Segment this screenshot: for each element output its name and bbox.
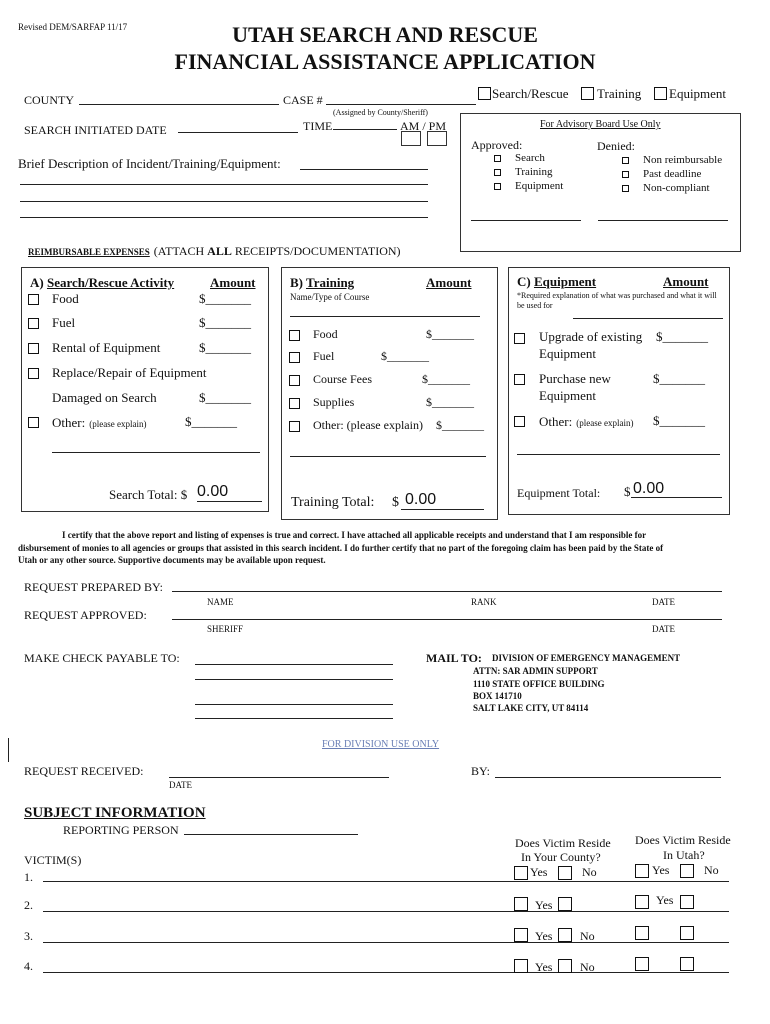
denied-label: Denied: (597, 139, 635, 153)
mail-to-label: MAIL TO: (426, 651, 482, 665)
victim-1-field[interactable] (43, 881, 729, 882)
am-box[interactable] (401, 131, 421, 146)
c-upgrade-label: Upgrade of existing (539, 329, 643, 344)
b-food-label: Food (313, 327, 338, 341)
c-other-amount[interactable]: $_______ (653, 413, 705, 428)
a-total-label: Search Total: $ (109, 487, 188, 502)
received-date-caption: DATE (169, 780, 192, 790)
a-other-checkbox[interactable] (28, 417, 39, 428)
search-rescue-option: Search/Rescue (492, 86, 569, 101)
a-fuel-label: Fuel (52, 315, 76, 330)
payable-line-4[interactable] (195, 718, 393, 719)
victim-4-utah-yes-checkbox[interactable] (635, 957, 649, 971)
search-date-label: SEARCH INITIATED DATE (24, 123, 167, 137)
county-field[interactable] (79, 104, 279, 105)
b-food-checkbox[interactable] (289, 330, 300, 341)
attach-suffix: RECEIPTS/DOCUMENTATION) (231, 244, 401, 258)
a-damaged-label: Damaged on Search (52, 390, 157, 405)
payable-label: MAKE CHECK PAYABLE TO: (24, 651, 180, 665)
victim-2-field[interactable] (43, 911, 729, 912)
search-date-field[interactable] (178, 132, 298, 133)
brief-line-3[interactable] (20, 217, 428, 218)
victim-2-utah-yes-checkbox[interactable] (635, 895, 649, 909)
victim-row-4-number: 4. (24, 959, 33, 973)
approved-field[interactable] (172, 619, 722, 620)
by-label: BY: (471, 764, 490, 778)
sheriff-caption: SHERIFF (207, 624, 244, 634)
c-other-checkbox[interactable] (514, 416, 525, 427)
revision-label: Revised DEM/SARFAP 11/17 (18, 22, 128, 32)
section-b-box (281, 267, 498, 520)
victim-3-utah-no-checkbox[interactable] (680, 926, 694, 940)
section-c-title: Equipment (533, 274, 597, 289)
mail-line4: BOX 141710 (473, 691, 522, 701)
pm-box[interactable] (427, 131, 447, 146)
c-total-value[interactable]: 0.00 (633, 480, 665, 497)
section-b-prefix: B) (290, 275, 303, 290)
brief-line-1[interactable] (20, 184, 428, 185)
a-food-label: Food (52, 291, 79, 306)
victim-2-county-yes-checkbox[interactable] (514, 897, 528, 911)
county-label: COUNTY (24, 93, 74, 107)
b-course-label: Name/Type of Course (290, 292, 370, 302)
approved-training: Training (515, 166, 553, 178)
by-field[interactable] (495, 777, 721, 778)
a-other-amount[interactable]: $_______ (185, 414, 237, 429)
approved-training-checkbox[interactable] (494, 169, 501, 176)
c-purchase-amount[interactable]: $_______ (653, 371, 705, 386)
victim-4-county-no-checkbox[interactable] (558, 959, 572, 973)
b-total-dollar: $ (392, 495, 399, 510)
a-other-label: Other: (52, 415, 86, 430)
b-total-value[interactable]: 0.00 (405, 491, 437, 508)
victim-3-utah-yes-checkbox[interactable] (635, 926, 649, 940)
section-c-prefix: C) (517, 274, 531, 289)
mail-line5: SALT LAKE CITY, UT 84114 (473, 703, 589, 713)
certify-line1: I certify that the above report and listing of expenses is true and correct. I have attached all applicable receipts and understand that I am responsible for (62, 530, 647, 540)
b-course-field[interactable] (290, 316, 480, 317)
victim-1-county-yes: Yes (530, 865, 548, 879)
certify-line3: Utah or any other source. Supportive documents may be available upon request. (18, 555, 326, 565)
victim-row-3-number: 3. (24, 929, 33, 943)
victim-2-utah-no-checkbox[interactable] (680, 895, 694, 909)
c-total-line (631, 497, 722, 498)
a-explain-line[interactable] (52, 452, 260, 453)
a-rental-amount[interactable]: $_______ (199, 340, 251, 355)
prepared-by-label: REQUEST PREPARED BY: (24, 580, 163, 594)
victim-1-county-no: No (582, 865, 597, 879)
county-question-2: In Your County? (521, 850, 601, 864)
c-purchase-label: Purchase new (539, 371, 611, 386)
a-total-line (197, 501, 262, 502)
b-fees-amount[interactable]: $_______ (422, 372, 470, 386)
section-b-heading (290, 275, 354, 291)
time-label: TIME (303, 119, 333, 133)
c-upgrade-amount[interactable]: $_______ (656, 329, 708, 344)
attach-prefix: (ATTACH (153, 244, 208, 258)
a-food-amount[interactable]: $_______ (199, 291, 251, 306)
training-checkbox[interactable] (581, 87, 594, 100)
victims-label: VICTIM(S) (24, 853, 82, 867)
b-food-amount[interactable]: $_______ (426, 327, 474, 341)
approved-equipment-checkbox[interactable] (494, 183, 501, 190)
c-other-note: (please explain) (576, 418, 634, 428)
approved-equipment: Equipment (515, 180, 564, 192)
victim-4-county-yes: Yes (535, 960, 553, 974)
denied-noncompliant-checkbox[interactable] (622, 185, 629, 192)
a-repair-label: Replace/Repair of Equipment (52, 365, 207, 380)
victim-3-county-yes: Yes (535, 929, 553, 943)
case-field[interactable] (326, 104, 476, 105)
c-total-label: Equipment Total: (517, 486, 601, 500)
a-other-note: (please explain) (89, 419, 147, 429)
b-fuel-label: Fuel (313, 349, 335, 363)
approved-label: Approved: (471, 138, 523, 152)
equipment-checkbox[interactable] (654, 87, 667, 100)
victim-3-field[interactable] (43, 942, 729, 943)
b-explain-line[interactable] (290, 456, 486, 457)
payable-line-1[interactable] (195, 664, 393, 665)
denied-noncompliant: Non-compliant (643, 182, 710, 194)
brief-line-0[interactable] (300, 169, 428, 170)
victim-3-county-yes-checkbox[interactable] (514, 928, 528, 942)
victim-3-county-no: No (580, 929, 595, 943)
ampm-label: AM / PM (400, 119, 447, 133)
victim-4-county-yes-checkbox[interactable] (514, 959, 528, 973)
a-food-checkbox[interactable] (28, 294, 39, 305)
section-a-prefix: A) (30, 275, 44, 290)
a-repair-checkbox[interactable] (28, 368, 39, 379)
prepared-date-caption: DATE (652, 597, 675, 607)
victim-1-utah-no-checkbox[interactable] (680, 864, 694, 878)
a-rental-label: Rental of Equipment (52, 340, 161, 355)
c-other (539, 413, 633, 431)
form-title-line1: UTAH SEARCH AND RESCUE (232, 22, 538, 47)
b-other-checkbox[interactable] (289, 421, 300, 432)
victim-1-county-yes-checkbox[interactable] (514, 866, 528, 880)
received-label: REQUEST RECEIVED: (24, 764, 144, 778)
mail-line3: 1110 STATE OFFICE BUILDING (473, 679, 605, 689)
b-supplies-checkbox[interactable] (289, 398, 300, 409)
reimbursable-heading (28, 242, 401, 260)
received-field[interactable] (169, 777, 389, 778)
a-other (52, 414, 146, 432)
subject-title: SUBJECT INFORMATION (24, 805, 206, 821)
b-fees-checkbox[interactable] (289, 375, 300, 386)
mail-line2: ATTN: SAR ADMIN SUPPORT (473, 666, 598, 676)
approved-signature-line[interactable] (471, 220, 581, 221)
mail-line1: DIVISION OF EMERGENCY MANAGEMENT (492, 653, 681, 663)
section-a-amount: Amount (210, 275, 256, 290)
b-total-line (401, 509, 484, 510)
approved-search: Search (515, 152, 545, 164)
c-explain-top-line[interactable] (573, 318, 723, 319)
c-other-label: Other: (539, 414, 573, 429)
payable-line-2[interactable] (195, 679, 393, 680)
c-upgrade-checkbox[interactable] (514, 333, 525, 344)
victim-2-utah-yes: Yes (656, 893, 674, 907)
brief-line-2[interactable] (20, 201, 428, 202)
reporting-field[interactable] (184, 834, 358, 835)
section-a-heading (30, 275, 174, 291)
a-total-value[interactable]: 0.00 (197, 483, 229, 500)
b-total-label: Training Total: (291, 495, 375, 510)
b-fees-label: Course Fees (313, 372, 372, 386)
advisory-title: For Advisory Board Use Only (540, 119, 661, 130)
a-fuel-amount[interactable]: $_______ (199, 315, 251, 330)
form-title-line2: FINANCIAL ASSISTANCE APPLICATION (174, 49, 596, 74)
case-label: CASE # (283, 93, 323, 107)
time-field[interactable] (333, 129, 397, 130)
denied-past-deadline: Past deadline (643, 168, 702, 180)
victim-row-2-number: 2. (24, 898, 33, 912)
section-b-title: Training (306, 275, 355, 290)
reimbursable-label: REIMBURSABLE EXPENSES (28, 247, 150, 257)
approved-date-caption: DATE (652, 624, 675, 634)
b-supplies-amount[interactable]: $_______ (426, 395, 474, 409)
c-explain-line[interactable] (517, 454, 720, 455)
victim-row-1-number: 1. (24, 870, 33, 884)
attach-all: ALL (207, 244, 232, 258)
c-total-dollar: $ (624, 484, 631, 499)
reporting-label: REPORTING PERSON (63, 823, 179, 837)
approved-label: REQUEST APPROVED: (24, 608, 147, 622)
a-fuel-checkbox[interactable] (28, 318, 39, 329)
training-option: Training (597, 86, 642, 101)
denied-signature-line[interactable] (598, 220, 728, 221)
utah-question-1: Does Victim Reside (635, 833, 731, 847)
b-supplies-label: Supplies (313, 395, 355, 409)
b-other-label: Other: (please explain) (313, 418, 423, 432)
utah-question-2: In Utah? (663, 848, 705, 862)
brief-description-label: Brief Description of Incident/Training/Equipment: (18, 156, 281, 171)
victim-1-utah-yes-checkbox[interactable] (635, 864, 649, 878)
county-question-1: Does Victim Reside (515, 836, 611, 850)
equipment-option: Equipment (669, 86, 727, 101)
section-b-amount: Amount (426, 275, 472, 290)
c-purchase-label2: Equipment (539, 388, 597, 403)
prepared-name-caption: NAME (207, 597, 234, 607)
a-rental-checkbox[interactable] (28, 343, 39, 354)
victim-1-utah-yes: Yes (652, 863, 670, 877)
prepared-rank-caption: RANK (471, 597, 497, 607)
denied-nonreimbursable: Non reimbursable (643, 154, 723, 166)
section-a-title: Search/Rescue Activity (46, 275, 175, 290)
victim-4-field[interactable] (43, 972, 729, 973)
denied-nonreimbursable-checkbox[interactable] (622, 157, 629, 164)
victim-4-county-no: No (580, 960, 595, 974)
search-rescue-checkbox[interactable] (478, 87, 491, 100)
certify-line2: disbursement of monies to all agencies or groups that assisted in this search incident. I do further certify that no part of the foregoing claim has been paid by the State of (18, 543, 664, 553)
c-purchase-checkbox[interactable] (514, 374, 525, 385)
victim-3-county-no-checkbox[interactable] (558, 928, 572, 942)
b-fuel-checkbox[interactable] (289, 352, 300, 363)
c-upgrade-label2: Equipment (539, 346, 597, 361)
payable-line-3[interactable] (195, 704, 393, 705)
a-repair-amount[interactable]: $_______ (199, 390, 251, 405)
b-other-amount[interactable]: $_______ (436, 418, 484, 432)
victim-1-utah-no: No (704, 863, 719, 877)
c-note: *Required explanation of what was purchased and what it will be used for (517, 291, 717, 310)
approved-search-checkbox[interactable] (494, 155, 501, 162)
victim-4-utah-no-checkbox[interactable] (680, 957, 694, 971)
division-use-title: FOR DIVISION USE ONLY (322, 739, 440, 750)
left-margin-mark (8, 738, 9, 762)
victim-1-county-no-checkbox[interactable] (558, 866, 572, 880)
victim-2-county-yes: Yes (535, 898, 553, 912)
case-note: (Assigned by County/Sheriff) (333, 108, 428, 117)
section-c-amount: Amount (663, 274, 709, 289)
victim-2-county-no-checkbox[interactable] (558, 897, 572, 911)
prepared-by-field[interactable] (172, 591, 722, 592)
section-c-heading (517, 274, 596, 290)
denied-past-deadline-checkbox[interactable] (622, 171, 629, 178)
b-fuel-amount[interactable]: $_______ (381, 349, 429, 363)
